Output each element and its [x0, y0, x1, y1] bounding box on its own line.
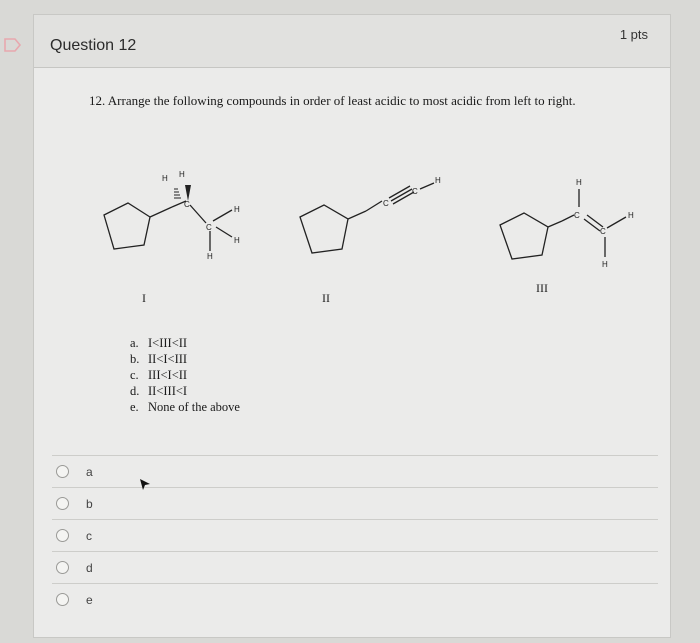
radio-e[interactable]	[56, 593, 69, 606]
question-points: 1 pts	[619, 27, 648, 42]
mol1-c1: C	[184, 200, 190, 209]
answer-label-c: c	[86, 529, 92, 543]
molecule-label-3: III	[536, 281, 548, 295]
mol1-h2: H	[179, 170, 185, 179]
question-header	[34, 15, 670, 68]
radio-d[interactable]	[56, 561, 69, 574]
mol3-c2: C	[600, 227, 606, 236]
answer-label-a: a	[86, 465, 93, 479]
cyclopentane-ring-2	[300, 205, 348, 253]
answer-label-e: e	[86, 593, 93, 607]
radio-c[interactable]	[56, 529, 69, 542]
mol3-c1: C	[574, 211, 580, 220]
cyclopentane-ring-1	[104, 203, 150, 249]
mol1-h5: H	[207, 252, 213, 261]
choice-d: d. II<III<I	[130, 384, 188, 398]
choice-c: c. III<I<II	[130, 368, 188, 382]
answer-label-d: d	[86, 561, 93, 575]
molecule-label-1: I	[142, 291, 146, 305]
radio-b[interactable]	[56, 497, 69, 510]
mol1-c2: C	[206, 223, 212, 232]
mol3-h2: H	[628, 211, 634, 220]
answer-option-e[interactable]	[52, 583, 658, 616]
choice-e: e. None of the above	[130, 400, 240, 414]
mol2-c1: C	[383, 199, 389, 208]
mouse-cursor-icon	[138, 477, 152, 491]
answer-label-b: b	[86, 497, 93, 511]
answer-option-d[interactable]	[52, 551, 658, 584]
mol1-h4: H	[234, 236, 240, 245]
mol3-h3: H	[602, 260, 608, 269]
mol3-h1: H	[576, 178, 582, 187]
answer-option-b[interactable]	[52, 487, 658, 520]
cyclopentane-ring-3	[500, 213, 548, 259]
answer-option-c[interactable]	[52, 519, 658, 552]
radio-a[interactable]	[56, 465, 69, 478]
choice-list	[130, 335, 240, 415]
choice-a: a. I<III<II	[130, 336, 188, 350]
flag-icon[interactable]	[4, 38, 22, 52]
molecule-label-2: II	[322, 291, 330, 305]
mol2-h1: H	[435, 176, 441, 185]
question-card	[33, 14, 671, 638]
mol1-h1: H	[162, 174, 168, 183]
question-prompt: 12. Arrange the following compounds in order of least acidic to most acidic from left to right.	[89, 93, 576, 108]
mol1-h3: H	[234, 205, 240, 214]
molecule-structures	[66, 155, 646, 305]
choice-b: b. II<I<III	[130, 352, 188, 366]
mol2-c2: C	[412, 187, 418, 196]
question-title: Question 12	[50, 37, 137, 54]
